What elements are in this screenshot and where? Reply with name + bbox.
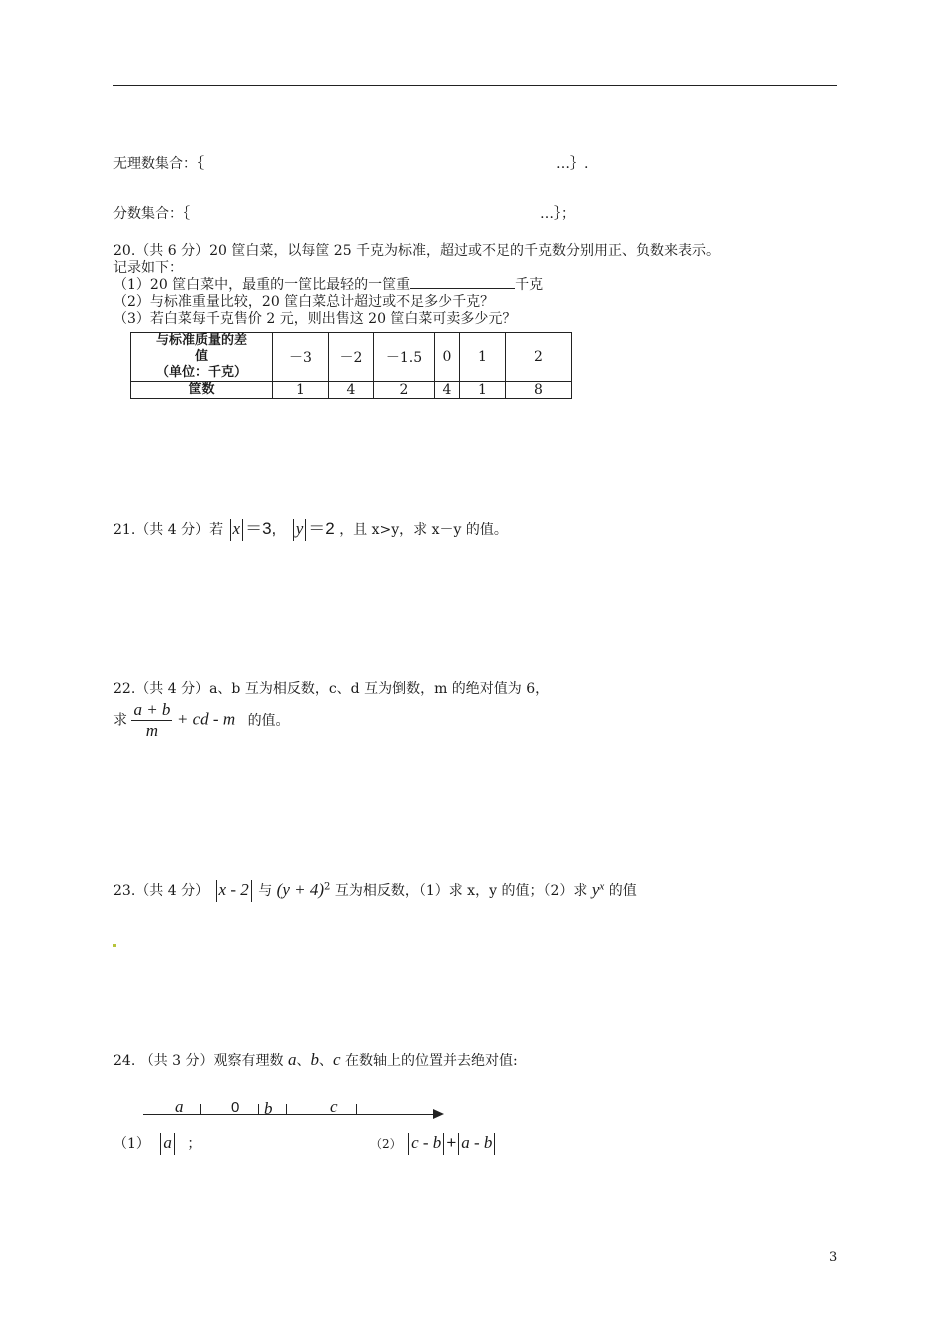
q23-prefix: 23.（共 4 分） — [113, 883, 210, 899]
abs-bar — [251, 880, 252, 902]
axis-label-a: a — [175, 1097, 184, 1116]
axis-label-zero: 0 — [231, 1099, 240, 1116]
fraction-set-label: 分数集合：｛ — [113, 206, 190, 222]
count-cell: 4 — [435, 382, 460, 399]
irrational-set-label: 无理数集合：｛ — [113, 156, 204, 172]
q24-part2-label: （2） — [370, 1137, 402, 1151]
q22-suffix: 的值。 — [247, 712, 290, 729]
table-row — [131, 333, 572, 382]
q23-suffix: 的值 — [608, 883, 637, 899]
q23-square-exp: 2 — [324, 881, 331, 893]
header-line: （单位：千克） — [155, 365, 247, 380]
diff-cell: －2 — [329, 333, 374, 382]
row-label-cell: 筐数 — [131, 382, 273, 399]
q23-abs-expr: x - 2 — [218, 880, 249, 899]
abs-bar — [160, 1133, 161, 1155]
irrational-set-end: …｝. — [556, 156, 589, 172]
q24-part2-abs2: a - b — [461, 1133, 493, 1152]
q20-sub2: （2）与标准重量比较，20 筐白菜总计超过或不足多少千克？ — [113, 294, 495, 310]
q20-line2: 记录如下： — [113, 260, 183, 276]
q21 — [113, 514, 508, 541]
q24-var-a: a — [287, 1050, 297, 1069]
q20-line1: 20.（共 6 分）20 筐白菜，以每筐 25 千克为标准，超过或不足的千克数分别用正、负数来表示。 — [113, 243, 721, 259]
stray-mark — [113, 944, 116, 947]
fraction-set-end: …｝； — [540, 206, 575, 222]
q24-text-a: 24. （共 3 分）观察有理数 — [113, 1053, 284, 1069]
number-line — [143, 1114, 435, 1115]
q22-qiu: 求 — [113, 712, 127, 729]
page-number: 3 — [829, 1250, 838, 1265]
q21-abs-x: x — [232, 519, 241, 538]
q20-sub1-unit: 千克 — [515, 277, 544, 293]
q22-tail: + cd - m — [176, 709, 236, 729]
q22-line1: 22.（共 4 分）a、b 互为相反数，c、d 互为倒数，m 的绝对值为 6， — [113, 681, 550, 697]
q24-line1 — [113, 1050, 518, 1070]
q24-var-b: b — [310, 1050, 319, 1069]
q22-numerator: a + b — [133, 700, 171, 719]
q22-fraction — [131, 700, 172, 741]
count-cell: 8 — [506, 382, 572, 399]
table-row — [131, 382, 572, 399]
tick-mark — [200, 1104, 201, 1114]
q21-prefix: 21.（共 4 分）若 — [113, 522, 224, 538]
count-cell: 1 — [460, 382, 506, 399]
q23-mid: 互为相反数，（1）求 x，y 的值；（2）求 — [334, 883, 588, 899]
header-line: 值 — [194, 349, 208, 364]
q24-part1-end: ； — [187, 1136, 202, 1152]
q24-sep: 、 — [318, 1053, 333, 1069]
tick-mark — [286, 1104, 287, 1114]
abs-bar — [293, 519, 294, 541]
axis-label-b: b — [264, 1099, 273, 1118]
q22-expression — [113, 700, 290, 741]
abs-bar — [443, 1133, 444, 1155]
number-line-arrow-icon — [433, 1109, 444, 1119]
q24-text-b: 在数轴上的位置并去绝对值: — [344, 1053, 518, 1069]
q20-data-table — [130, 332, 572, 399]
q21-suffix: ，且 x>y，求 x－y 的值。 — [339, 522, 508, 538]
answer-blank[interactable] — [410, 274, 515, 289]
tick-mark — [258, 1104, 259, 1114]
q24-var-c: c — [332, 1050, 341, 1069]
abs-bar — [494, 1133, 495, 1155]
abs-bar — [408, 1133, 409, 1155]
abs-bar — [458, 1133, 459, 1155]
q23-power-exp: x — [599, 880, 605, 893]
header-rule — [113, 85, 837, 86]
count-cell: 2 — [374, 382, 435, 399]
q20-sub1-text: （1）20 筐白菜中，最重的一筐比最轻的一筐重 — [113, 277, 411, 293]
count-cell: 1 — [273, 382, 329, 399]
count-cell: 4 — [329, 382, 374, 399]
abs-bar — [305, 519, 306, 541]
q23-square-expr: (y + 4) — [276, 880, 324, 899]
q24-part1-label: （1） — [113, 1136, 150, 1152]
q24-part1-abs: a — [163, 1133, 172, 1152]
q24-part1 — [113, 1133, 201, 1155]
q24-part2-plus: + — [446, 1133, 457, 1152]
abs-bar — [242, 519, 243, 541]
diff-cell: －1.5 — [374, 333, 435, 382]
q21-eq2: ＝2 — [308, 519, 335, 538]
abs-bar — [230, 519, 231, 541]
q20-sub3: （3）若白菜每千克售价 2 元，则出售这 20 筐白菜可卖多少元？ — [113, 311, 517, 327]
abs-bar — [216, 880, 217, 902]
table-header-cell — [131, 333, 273, 382]
q23-power-base: y — [591, 880, 600, 899]
q23 — [113, 880, 637, 902]
q24-part2 — [370, 1133, 497, 1155]
q22-denominator: m — [145, 721, 159, 740]
q21-abs-y: y — [295, 519, 304, 538]
header-line: 与标准质量的差 — [155, 333, 247, 348]
tick-mark — [356, 1104, 357, 1114]
diff-cell: －3 — [273, 333, 329, 382]
q24-sep: 、 — [296, 1053, 311, 1069]
abs-bar — [174, 1133, 175, 1155]
diff-cell: 0 — [435, 333, 460, 382]
diff-cell: 2 — [506, 333, 572, 382]
diff-cell: 1 — [460, 333, 506, 382]
axis-label-c: c — [330, 1097, 338, 1116]
q24-part2-abs1: c - b — [411, 1133, 442, 1152]
q23-yu: 与 — [258, 883, 273, 899]
q21-eq1: ＝3, — [245, 519, 277, 538]
